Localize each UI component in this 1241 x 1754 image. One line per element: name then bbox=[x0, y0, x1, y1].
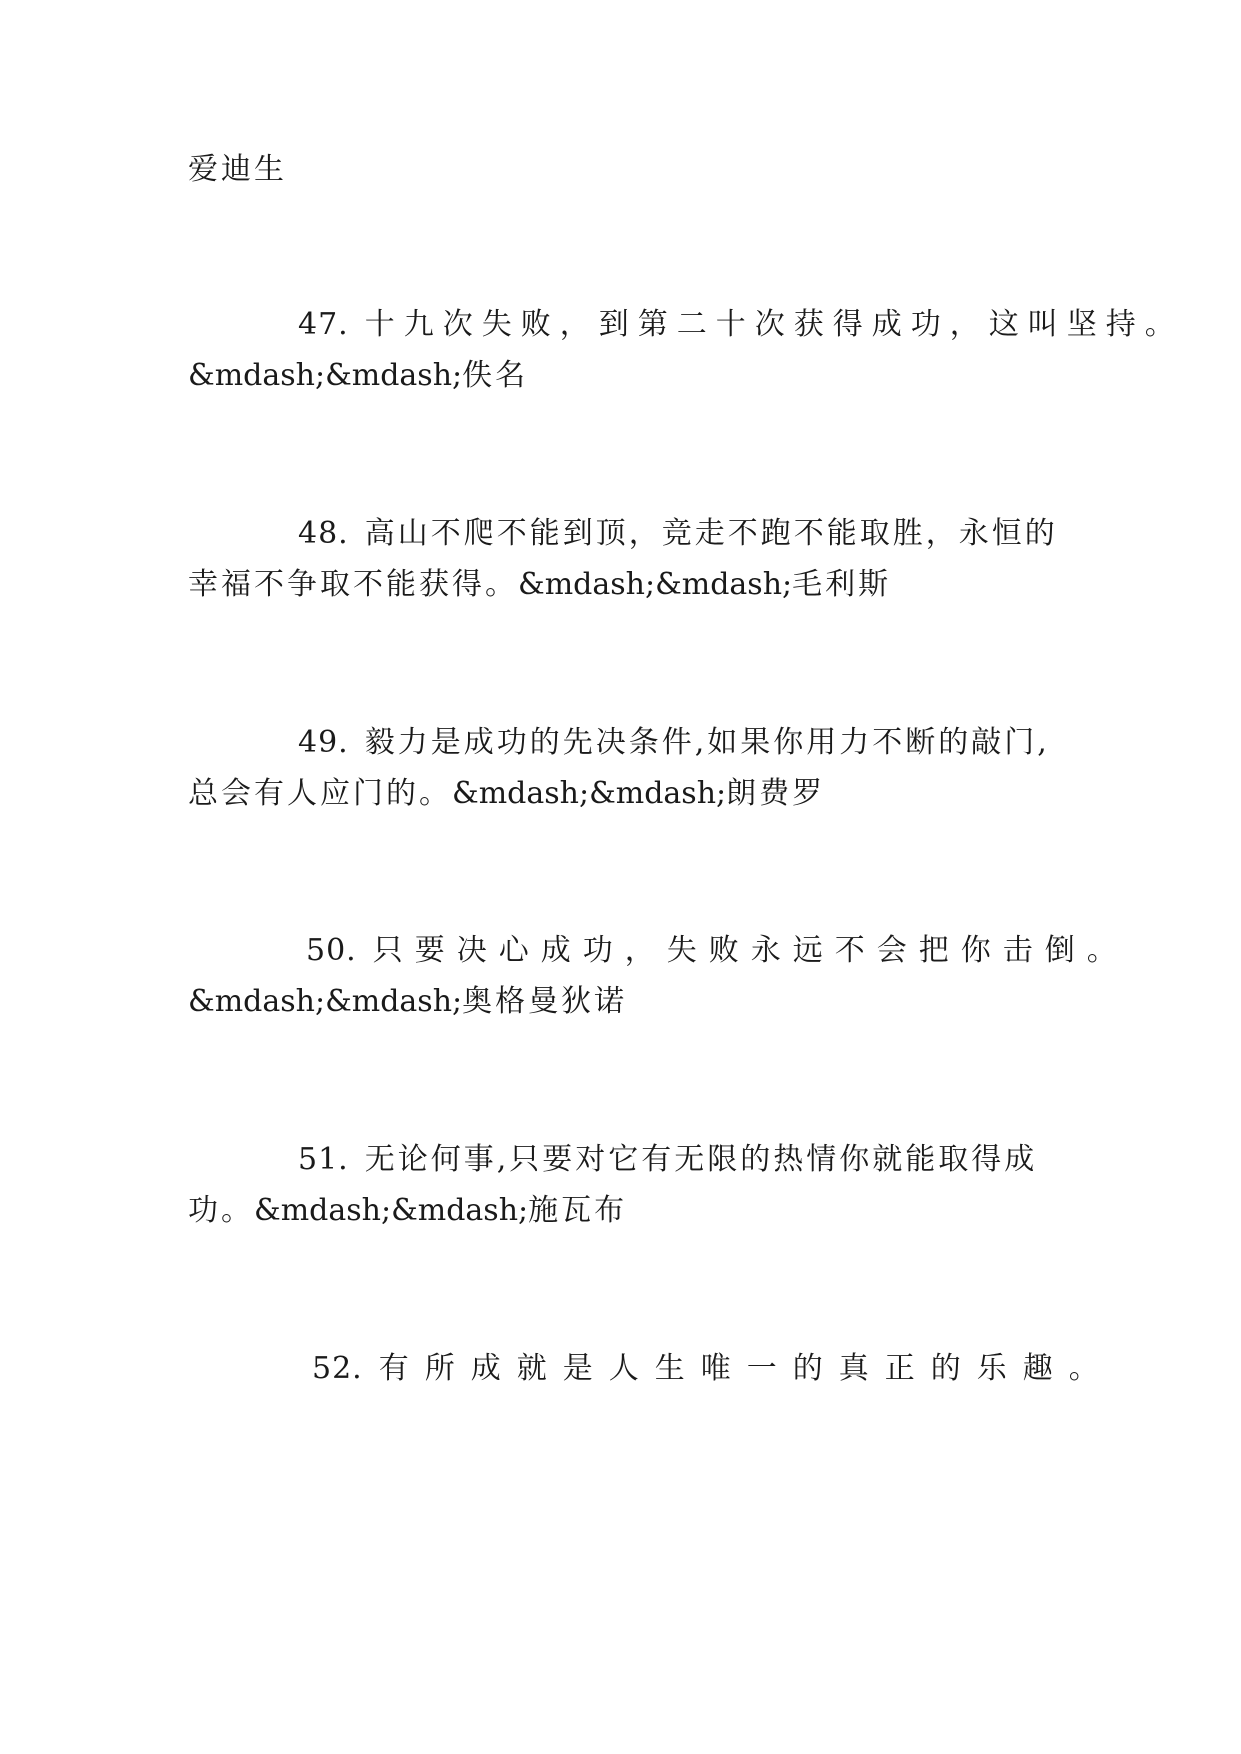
quote-dash-entity: &mdash;&mdash; bbox=[188, 358, 463, 393]
quote-dash-entity: &mdash;&mdash; bbox=[188, 984, 463, 1019]
quote-author: 毛利斯 bbox=[792, 567, 892, 602]
quote-text: 功。 bbox=[188, 1193, 254, 1228]
quote-number: 49. bbox=[298, 725, 349, 760]
quote-number: 47. bbox=[298, 307, 349, 342]
quote-49-line-2 bbox=[188, 774, 825, 814]
quote-50-line-2 bbox=[188, 982, 627, 1022]
quote-51-line-2 bbox=[188, 1191, 627, 1231]
quote-text: 毅力是成功的先决条件,如果你用力不断的敲门, bbox=[364, 725, 1050, 760]
quote-author-continuation bbox=[188, 150, 287, 190]
quote-text: 幸福不争取不能获得。 bbox=[188, 567, 518, 602]
quote-number: 52. bbox=[312, 1351, 363, 1386]
quote-47-line-2 bbox=[188, 356, 528, 396]
quote-author: 奥格曼狄诺 bbox=[462, 984, 628, 1019]
quote-text: 十九次失败，到第二十次获得成功，这叫坚持。 bbox=[364, 307, 1184, 342]
quote-text: 有所成就是人生唯一的真正的乐趣。 bbox=[378, 1351, 1115, 1386]
quote-text: 高山不爬不能到顶，竞走不跑不能取胜，永恒的 bbox=[364, 516, 1058, 551]
quote-number: 50. bbox=[306, 933, 357, 968]
quote-50-line-1 bbox=[306, 931, 1129, 971]
quote-text: 只要决心成功，失败永远不会把你击倒。 bbox=[372, 933, 1129, 968]
quote-51-line-1 bbox=[298, 1140, 1037, 1180]
quote-48-line-2 bbox=[188, 565, 891, 605]
quote-text: 总会有人应门的。 bbox=[188, 776, 452, 811]
quote-dash-entity: &mdash;&mdash; bbox=[452, 776, 727, 811]
quote-author: 朗费罗 bbox=[726, 776, 826, 811]
quote-48-line-1 bbox=[298, 514, 1058, 554]
quote-dash-entity: &mdash;&mdash; bbox=[254, 1193, 529, 1228]
quote-author: 爱迪生 bbox=[188, 152, 287, 187]
quote-52-line-1 bbox=[312, 1349, 1115, 1389]
quote-author: 佚名 bbox=[462, 358, 529, 393]
quote-47-line-1 bbox=[298, 305, 1184, 345]
quote-number: 51. bbox=[298, 1142, 349, 1177]
quote-number: 48. bbox=[298, 516, 349, 551]
quote-author: 施瓦布 bbox=[528, 1193, 628, 1228]
quote-text: 无论何事,只要对它有无限的热情你就能取得成 bbox=[364, 1142, 1038, 1177]
quote-49-line-1 bbox=[298, 723, 1050, 763]
quote-dash-entity: &mdash;&mdash; bbox=[518, 567, 793, 602]
